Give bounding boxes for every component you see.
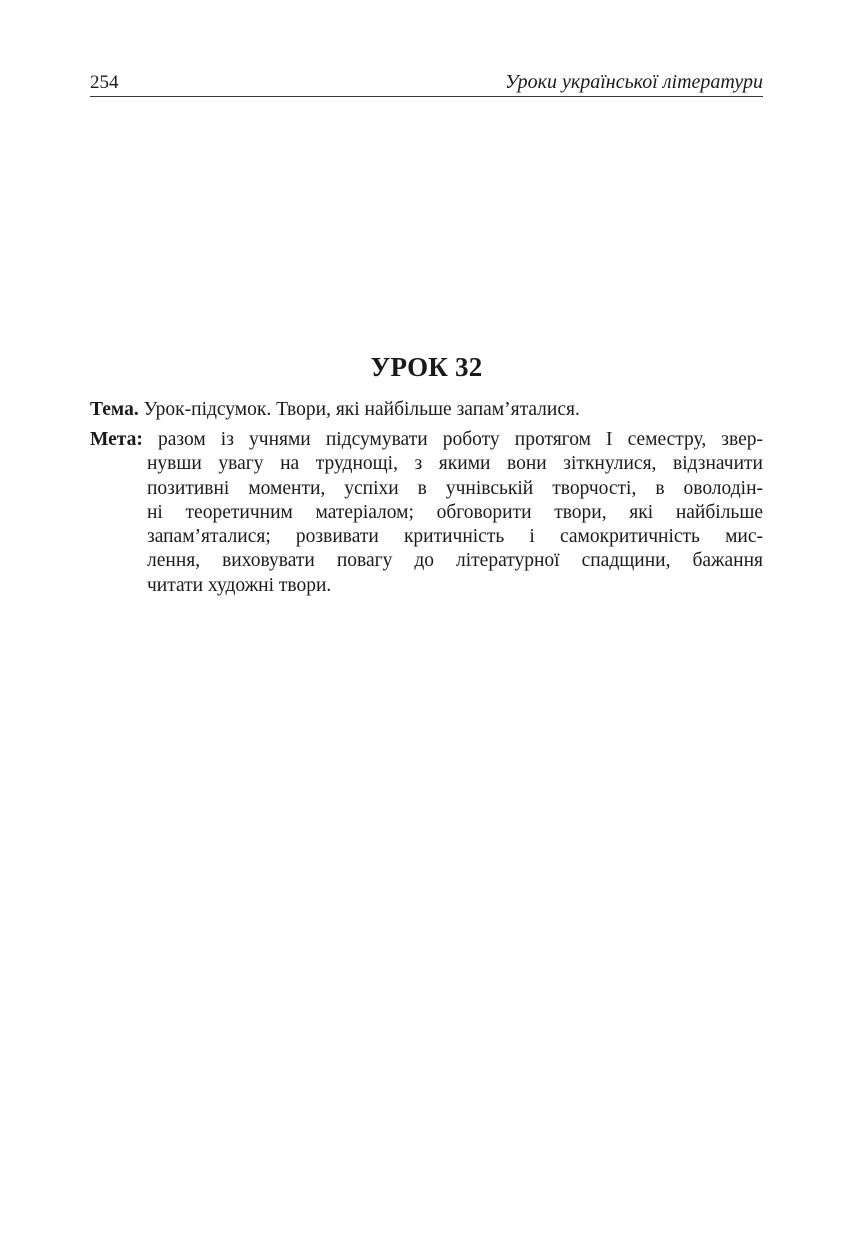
goal-text-line: нувши увагу на труднощі, з якими вони зіткнулися, відзначити <box>147 453 763 475</box>
goal-line <box>90 428 763 452</box>
goal-text-line: ні теоретичним матеріалом; обговорити твори, які найбільше <box>147 501 763 523</box>
goal-label: Мета: <box>90 429 143 450</box>
goal-text-line: читати художні твори. <box>147 574 332 596</box>
goal-text-line: позитивні моменти, успіхи в учнівській творчості, в оволодін- <box>147 477 763 499</box>
topic-label: Тема. <box>90 399 139 420</box>
lesson-heading: УРОК 32 <box>370 352 483 382</box>
goal-text-line: лення, виховувати повагу до літературної спадщини, бажання <box>147 550 763 572</box>
goal-text-line: разом із учнями підсумувати роботу протягом І семестру, звер- <box>157 429 764 450</box>
book-title: Уроки української літератури <box>504 71 763 93</box>
page-number: 254 <box>90 72 119 93</box>
topic-text: Урок-підсумок. Твори, які найбільше запам’яталися. <box>143 399 580 420</box>
lesson-topic <box>90 398 763 422</box>
running-header <box>90 68 763 97</box>
lesson-goal <box>90 428 763 598</box>
goal-text-line: запам’яталися; розвивати критичність і самокритичність мис- <box>147 526 763 548</box>
